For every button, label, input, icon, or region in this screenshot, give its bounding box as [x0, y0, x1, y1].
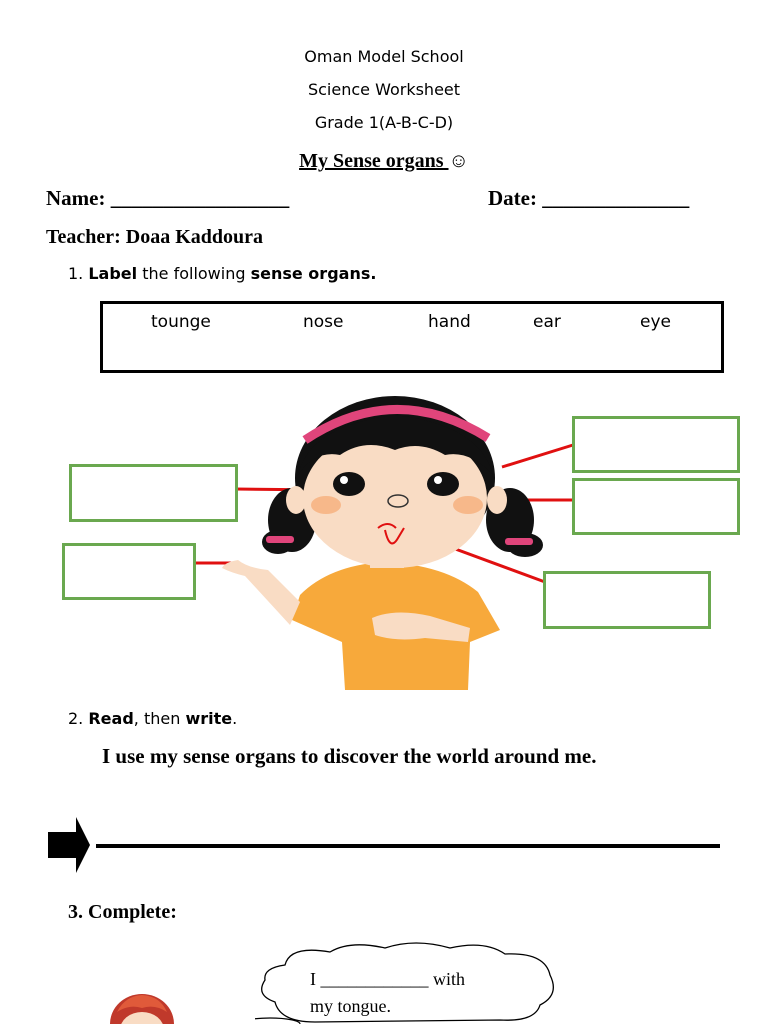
name-label: Name: — [46, 186, 106, 210]
bubble-line-1: I ____________ with — [310, 969, 465, 989]
label-box-tongue[interactable] — [543, 571, 711, 629]
smiley-icon: ☺ — [448, 150, 469, 172]
name-blank: _________________ — [110, 186, 290, 210]
date-field — [488, 186, 689, 211]
date-blank: ______________ — [542, 186, 690, 210]
question-1 — [68, 264, 376, 283]
word-bank-item: eye — [640, 312, 671, 332]
school-name: Oman Model School — [304, 47, 464, 66]
q1-mid: the following — [137, 264, 251, 283]
label-box-ear[interactable] — [572, 416, 740, 473]
label-box-nose[interactable] — [572, 478, 740, 535]
title-text: My Sense organs — [299, 150, 444, 172]
label-box-eye[interactable] — [69, 464, 238, 522]
label-box-hand[interactable] — [62, 543, 196, 600]
q2-end: . — [232, 709, 238, 728]
q2-bold-write: write — [185, 709, 233, 728]
copy-sentence: I use my sense organs to discover the world around me. — [102, 744, 597, 768]
q1-bold-label: Label — [88, 264, 138, 283]
q1-number: 1. — [68, 264, 84, 283]
grade-line: Grade 1(A-B-C-D) — [314, 113, 454, 132]
bubble-line-2: my tongue. — [310, 996, 391, 1016]
child-head-illustration — [105, 990, 180, 1024]
question-3-heading: 3. Complete: — [68, 901, 177, 923]
word-bank-box — [100, 301, 724, 373]
page-title — [0, 150, 768, 173]
name-field — [46, 186, 289, 211]
q2-mid: , then — [133, 709, 186, 728]
writing-line — [96, 844, 720, 848]
question-2 — [68, 709, 237, 728]
word-bank-item: ear — [533, 312, 561, 332]
q2-number: 2. — [68, 709, 84, 728]
q2-bold-read: Read — [88, 709, 134, 728]
word-bank-item: nose — [303, 312, 344, 332]
word-bank-item: hand — [428, 312, 471, 332]
arrow-right-icon — [46, 815, 92, 875]
q1-bold-organs: sense organs. — [250, 264, 377, 283]
worksheet-subject: Science Worksheet — [307, 80, 461, 99]
teacher-name: Teacher: Doaa Kaddoura — [46, 226, 264, 248]
bubble-text — [310, 966, 465, 1020]
date-label: Date: — [488, 186, 537, 210]
word-bank-item: tounge — [151, 312, 211, 332]
